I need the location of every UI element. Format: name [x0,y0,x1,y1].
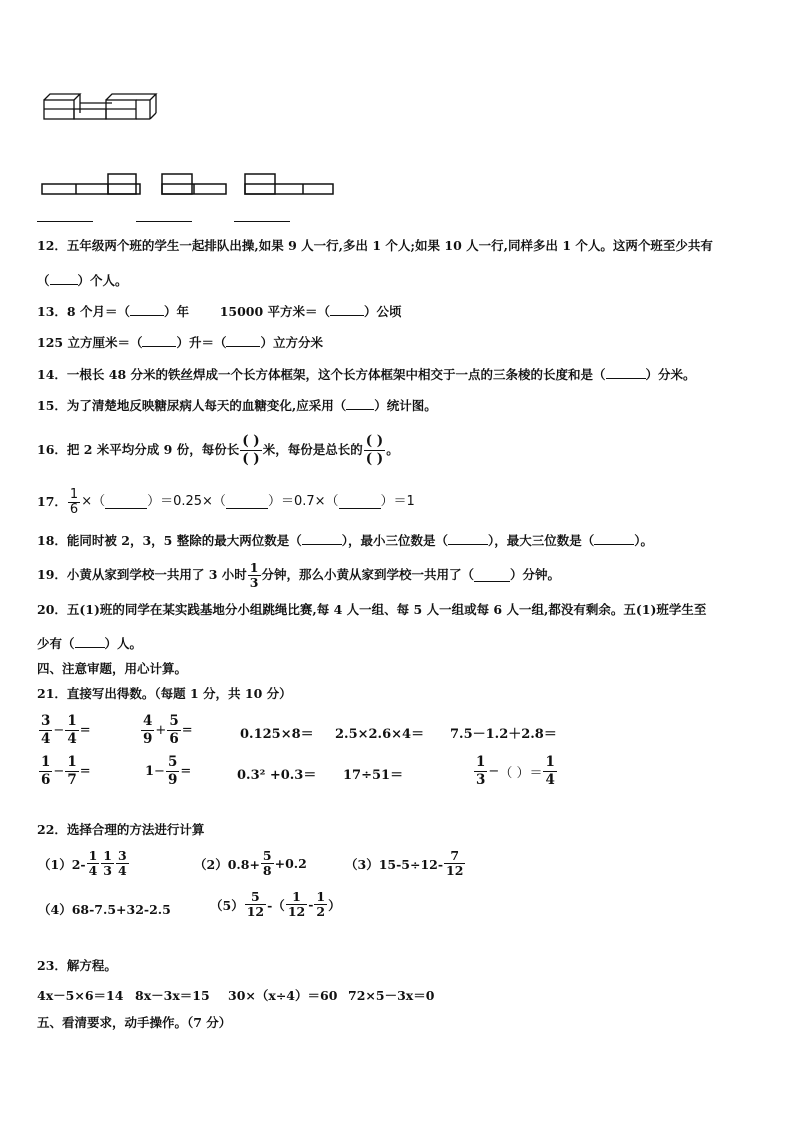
q19-text-a: 19．小黄从家到学校一共用了 3 小时 [37,567,247,582]
answer-blank-18b[interactable] [448,531,488,545]
answer-blank-13b[interactable] [330,302,364,316]
fraction-p5-2: $\frac{1}{12}$ [287,889,306,919]
fraction-1-4: $\frac{1}{4}$ [67,713,77,747]
question-20-line1: 20．五(1)班的同学在某实践基地分小组跳绳比赛,每 4 人一组、每 5 人一组或每 6 人一组,都没有剩余。五(1)班学生至 [37,602,707,617]
view-figure-1 [40,172,142,196]
answer-blank-15[interactable] [346,396,374,410]
view-figure-3 [243,172,335,196]
calc-21-7: 1 − $\frac{5}{9}$ = [145,754,192,788]
fraction-blank-16b[interactable]: $\frac{( )}{( )}$ [365,432,384,467]
calc-21-8: 0.3² +0.3＝ [237,768,317,783]
q18-text-d: ）。 [634,533,653,548]
q18-text-b: ），最小三位数是（ [341,533,448,548]
answer-blank-17b[interactable] [226,495,268,509]
question-12-open: （ [37,273,50,288]
q16-text-b: 米，每份是总长的 [262,442,363,457]
fraction-5-6: $\frac{5}{6}$ [169,713,179,747]
calc-21-5: 7.5－1.2＋2.8＝ [450,727,557,742]
answer-blank-17c[interactable] [339,495,381,509]
calc-22-4: （4）68-7.5+32-2.5 [38,902,171,917]
question-16 [37,430,399,470]
calc-22-5: （5） $\frac{5}{12}$ -（ $\frac{1}{12}$ - $\frac{1}{2}$ ） [210,889,341,919]
answer-line-1[interactable] [37,221,93,222]
calc-22-1: （1）2- $\frac{1}{4}$ $\frac{1}{3}$ $\frac{3}{4}$ [38,848,127,878]
fraction-p1-1: $\frac{1}{4}$ [88,848,98,878]
calc-22-2: （2）0.8+ $\frac{5}{8}$ +0.2 [194,848,307,878]
fraction-1-3: $\frac{1}{3}$ [249,559,259,590]
answer-blank-13a[interactable] [130,302,164,316]
section-5-heading: 五、看清要求，动手操作。（7 分） [37,1015,232,1030]
answer-blank-21-10[interactable]: （ ）＝ [499,766,543,781]
q14-text-a: 14．一根长 48 分米的铁丝焊成一个长方体框架，这个长方体框架中相交于一点的三条棱的长度和是（ [37,367,606,382]
q17-text-c: ）＝0.7×（ [267,494,339,509]
q19-text-c: ）分钟。 [510,567,561,582]
q13-text-f: ）升＝（ [176,335,227,350]
calc-21-2: $\frac{4}{9}$ + $\frac{5}{6}$ = [143,713,193,747]
fraction-p3: $\frac{7}{12}$ [446,848,464,878]
q20-text-a: 少有（ [37,636,75,651]
equation-23-3: 30×（x÷4）＝60 [228,988,338,1003]
q13-text-c: 15000 平方米＝（ [219,304,331,319]
q13-text-e: 125 立方厘米＝（ [37,335,143,350]
calc-21-6: $\frac{1}{6}$ − $\frac{1}{7}$ = [41,754,91,788]
fraction-3-4: $\frac{3}{4}$ [41,713,51,747]
fraction-5-9: $\frac{5}{9}$ [167,754,178,788]
q15-text-b: ）统计图。 [374,398,437,413]
view-figure-2 [160,172,228,196]
q16-text-c: 。 [386,442,399,457]
q14-text-b: ）分米。 [645,367,696,382]
calc-21-3: 0.125×8＝ [240,727,314,742]
equation-23-1: 4x－5×6＝14 [37,988,124,1003]
answer-line-2[interactable] [136,221,192,222]
answer-blank-18a[interactable] [302,531,342,545]
equation-23-2: 8x－3x＝15 [135,988,210,1003]
fraction-p5-1: $\frac{5}{12}$ [246,889,265,919]
calc-21-1: $\frac{3}{4}$ − $\frac{1}{4}$ = [41,713,91,747]
q16-text-a: 16．把 2 米平均分成 9 份，每份长 [37,442,240,457]
q13-text-g: ）立方分米 [260,335,323,350]
fraction-1-6b: $\frac{1}{6}$ [41,754,51,788]
question-23-title: 23．解方程。 [37,958,117,973]
question-14 [37,365,696,383]
question-12-line1: 12．五年级两个班的学生一起排队出操,如果 9 人一行,多出 1 个人;如果 10 人一行,同样多出 1 个人。这两个班至少共有 [37,238,713,253]
answer-blank-12[interactable] [50,271,78,285]
calc-22-3: （3）15-5÷12- $\frac{7}{12}$ [345,848,464,878]
q15-text-a: 15．为了清楚地反映糖尿病人每天的血糖变化,应采用（ [37,398,347,413]
answer-blank-18c[interactable] [594,531,634,545]
fraction-blank-16a[interactable]: $\frac{( )}{( )}$ [242,432,260,467]
calc-21-9: 17÷51＝ [343,768,404,783]
answer-blank-13d[interactable] [226,333,260,347]
fraction-p1-2: $\frac{1}{3}$ [103,848,112,878]
q19-text-b: 分钟，那么小黄从家到学校一共用了（ [261,567,475,582]
fraction-p5-3: $\frac{1}{2}$ [316,889,326,919]
question-12-line2 [37,271,128,289]
answer-blank-19[interactable] [474,568,510,582]
q17-label: 17． [37,494,67,509]
q17-text-a: ×（ [81,494,106,509]
question-17 [37,483,415,521]
q13-text-d: ）公顷 [364,304,402,319]
q17-text-b: ）＝0.25×（ [147,494,226,509]
answer-blank-14[interactable] [606,365,646,379]
cube-figure-top [40,92,160,124]
question-19 [37,556,560,594]
question-15 [37,396,437,414]
q13-text-a: 13．8 个月＝（ [37,304,130,319]
q18-text-a: 18．能同时被 2，3，5 整除的最大两位数是（ [37,533,302,548]
answer-blank-20[interactable] [75,634,105,648]
fraction-p2: $\frac{5}{8}$ [262,848,272,878]
fraction-4-9: $\frac{4}{9}$ [143,713,153,747]
section-4-heading: 四、注意审题，用心计算。 [37,661,188,676]
question-22-title: 22．选择合理的方法进行计算 [37,822,205,837]
answer-blank-13c[interactable] [142,333,176,347]
fraction-p1-3: $\frac{3}{4}$ [118,848,127,878]
fraction-1-7: $\frac{1}{7}$ [67,754,77,788]
calc-21-4: 2.5×2.6×4＝ [335,727,425,742]
question-20-line2 [37,634,142,652]
q13-text-b: ）年 [163,304,189,319]
answer-line-3[interactable] [234,221,290,222]
question-18 [37,531,653,549]
question-13-line1 [37,302,402,320]
q17-text-d: ）＝1 [380,494,415,509]
fraction-1-6: $\frac{1}{6}$ [69,486,79,517]
fraction-1-4b: $\frac{1}{4}$ [545,754,555,788]
question-13-line2 [37,333,323,351]
fraction-1-3b: $\frac{1}{3}$ [476,754,486,788]
answer-blank-17a[interactable] [105,495,147,509]
question-21-title: 21．直接写出得数。（每题 1 分，共 10 分） [37,686,292,701]
calc-21-10: $\frac{1}{3}$ − （ ）＝ $\frac{1}{4}$ [476,754,555,788]
equation-23-4: 72×5－3x＝0 [348,988,435,1003]
q18-text-c: ），最大三位数是（ [487,533,595,548]
question-12-close: ）个人。 [77,273,128,288]
q20-text-b: ）人。 [104,636,143,651]
